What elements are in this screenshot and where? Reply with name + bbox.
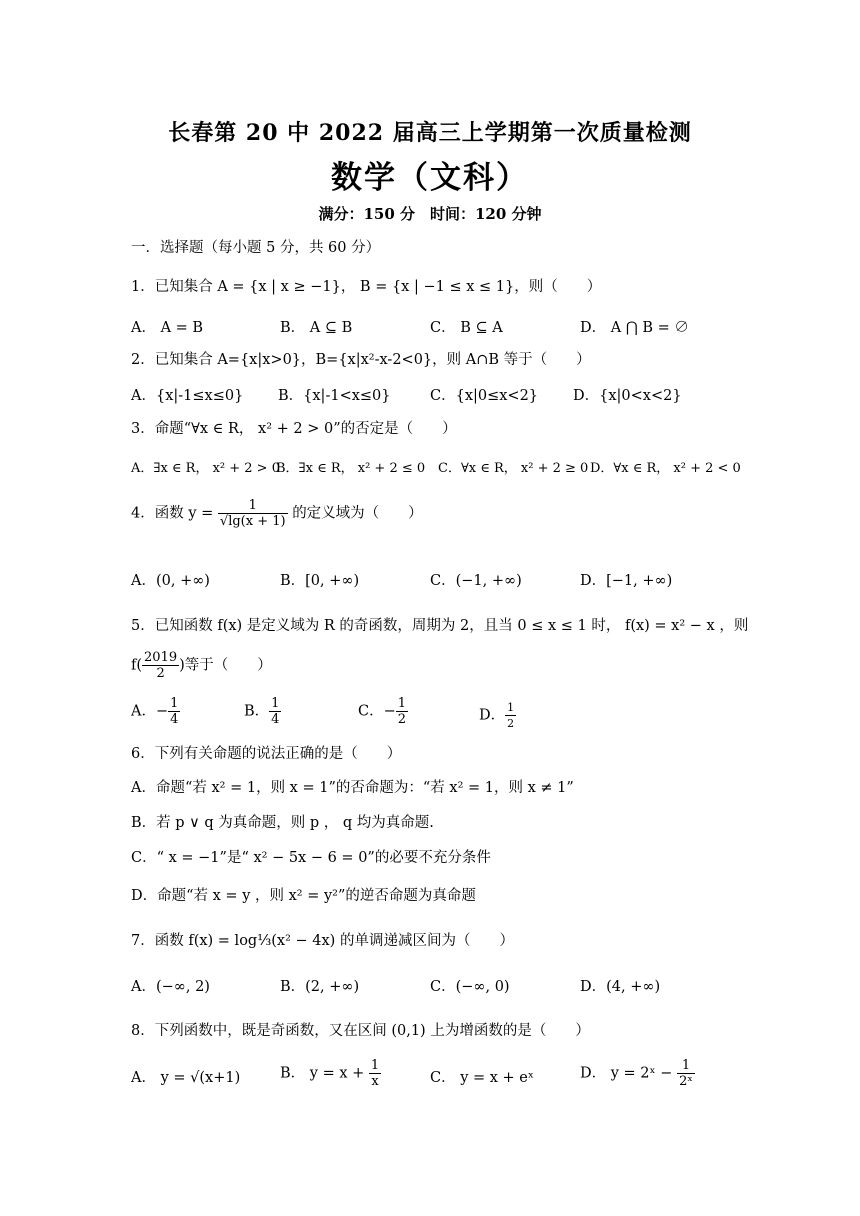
question-5-stem: 5．已知函数 f(x) 是定义域为 R 的奇函数，周期为 2，且当 0 ≤ x ≤ 1 时， f(x) = x² − x ，则 (131, 618, 749, 634)
q8-option-b-num: 1 (370, 1058, 380, 1073)
q7-option-b: B．(2, +∞) (280, 979, 360, 995)
q5-option-c-den: 2 (397, 712, 407, 727)
q2-option-d: D．{x|0<x<2} (573, 388, 682, 404)
q8-option-b-fraction (369, 1058, 381, 1089)
q5-fraction-numerator: 2019 (144, 650, 178, 665)
q4-option-a: A．(0, +∞) (131, 573, 210, 589)
q4-fraction (218, 498, 288, 529)
exam-title: 长春第 20 中 2022 届高三上学期第一次质量检测 (168, 120, 692, 146)
q5-option-a-sign: − (155, 703, 169, 720)
q5-option-c-num: 1 (397, 696, 407, 711)
q1-option-a: A． A = B (131, 320, 204, 336)
q3-option-b: B．∃x ∈ R， x² + 2 ≤ 0 (276, 461, 426, 476)
q1-option-c: C． B ⊆ A (430, 320, 503, 336)
q8-option-b-den: x (371, 1074, 379, 1089)
q8-option-b-expr: y = x + (309, 1065, 365, 1082)
q6-option-d: D．命题“若 x = y ，则 x² = y²”的逆否命题为真命题 (131, 888, 476, 904)
q5-option-b-label: B． (244, 703, 270, 720)
q5-option-d-num: 1 (507, 701, 515, 714)
q4-option-c: C．(−1, +∞) (430, 573, 522, 589)
q2-option-c: C．{x|0≤x<2} (430, 388, 539, 404)
q5-option-c (358, 696, 408, 727)
section-heading: 一．选择题（每小题 5 分，共 60 分） (131, 240, 381, 256)
q5-option-a-label: A． (131, 703, 156, 720)
q5-option-b-num: 1 (271, 696, 280, 711)
subject-title: 数学（文科） (331, 160, 529, 196)
q4-stem-suffix: 的定义域为（ ） (292, 505, 423, 522)
q5-option-d-label: D． (479, 707, 506, 724)
question-1-stem: 1．已知集合 A = {x | x ≥ −1}， B = {x | −1 ≤ x ≤ 1}，则（ ） (131, 279, 602, 295)
q3-option-d: D．∀x ∈ R， x² + 2 < 0 (590, 461, 741, 476)
q5-option-a-num: 1 (170, 696, 179, 711)
q6-option-c: C．“ x = −1”是“ x² − 5x − 6 = 0”的必要不充分条件 (131, 850, 491, 866)
q8-option-d-fraction (677, 1058, 695, 1089)
q8-option-d-expr: y = 2ˣ − (610, 1065, 673, 1082)
q5-fraction (142, 650, 179, 681)
q4-option-d: D．[−1, +∞) (580, 573, 673, 589)
q8-option-d-den: 2ˣ (679, 1074, 693, 1089)
q8-option-b-label: B． (280, 1065, 306, 1082)
q4-fraction-numerator: 1 (218, 498, 288, 514)
q2-option-b: B．{x|-1<x≤0} (278, 388, 391, 404)
q4-stem-prefix: 4．函数 y = (131, 505, 214, 522)
q5-option-b-fraction (269, 696, 281, 727)
q1-option-d: D． A ⋂ B = ∅ (580, 320, 689, 336)
q5-option-c-label: C． (358, 703, 384, 720)
question-4-stem (131, 498, 860, 529)
question-6-stem: 6．下列有关命题的说法正确的是（ ） (131, 746, 402, 762)
q8-option-d-num: 1 (677, 1058, 695, 1074)
q5-option-c-sign: − (383, 703, 396, 720)
question-8-stem: 8．下列函数中，既是奇函数，又在区间 (0,1) 上为增函数的是（ ） (131, 1023, 590, 1039)
question-5-stem-2 (131, 650, 860, 681)
q3-option-c: C．∀x ∈ R， x² + 2 ≥ 0 (438, 461, 589, 476)
q5-option-c-fraction (396, 696, 408, 727)
q5-option-a-fraction (168, 696, 180, 727)
question-2-stem: 2．已知集合 A={x|x>0}，B={x|x²-x-2<0}，则 A∩B 等于（ ） (131, 352, 591, 368)
q8-option-a: A． y = √(x+1) (131, 1070, 241, 1086)
q5-fraction-denominator: 2 (156, 666, 165, 681)
q5-option-d-fraction (505, 700, 516, 731)
q7-option-d: D．(4, +∞) (580, 979, 661, 995)
q3-option-a: A．∃x ∈ R， x² + 2 > 0 (131, 461, 280, 476)
question-7-stem: 7．函数 f(x) = log⅓(x² − 4x) 的单调递减区间为（ ） (131, 933, 514, 949)
q7-option-a: A．(−∞, 2) (131, 979, 210, 995)
exam-info: 满分：150 分 时间：120 分钟 (318, 205, 542, 223)
q5-f-suffix: )等于（ ） (179, 657, 272, 674)
q6-option-b: B．若 p ∨ q 为真命题，则 p ， q 均为真命题. (131, 815, 434, 831)
q5-option-a (131, 696, 180, 727)
q2-option-a: A．{x|-1≤x≤0} (131, 388, 244, 404)
q5-f-prefix: f( (131, 657, 143, 674)
question-3-stem: 3．命题“∀x ∈ R， x² + 2 > 0”的否定是（ ） (131, 421, 457, 437)
q8-option-d (580, 1058, 695, 1089)
q7-option-c: C．(−∞, 0) (430, 979, 510, 995)
q8-option-d-label: D． (580, 1065, 607, 1082)
q5-option-b-den: 4 (271, 712, 280, 727)
q8-option-b (280, 1058, 381, 1089)
q5-option-d (479, 700, 516, 731)
q5-option-b (244, 696, 281, 727)
q6-option-a: A．命题“若 x² = 1，则 x = 1”的否命题为：“若 x² = 1，则 x ≠ 1” (131, 780, 574, 796)
q5-option-d-den: 2 (507, 717, 515, 730)
q4-fraction-denominator: √lg(x + 1) (219, 514, 286, 529)
q1-option-b: B． A ⊆ B (280, 320, 353, 336)
q8-option-c: C． y = x + eˣ (430, 1070, 535, 1086)
q5-option-a-den: 4 (170, 712, 179, 727)
q4-option-b: B．[0, +∞) (280, 573, 360, 589)
